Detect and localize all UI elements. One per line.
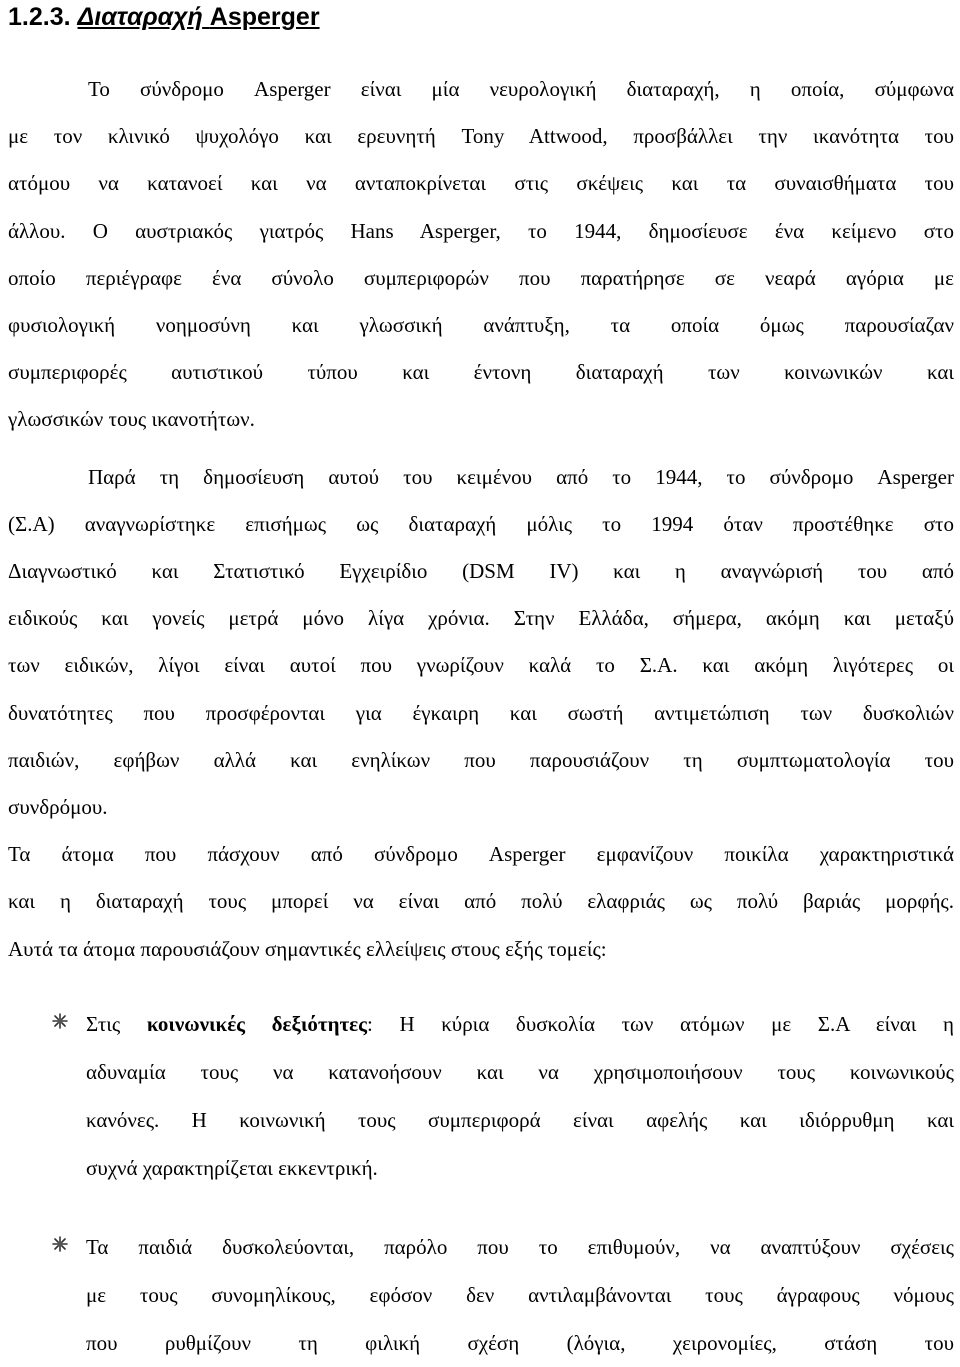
text-line: αδυναμία τους να κατανοήσουν και να χρησιμοποιήσουν τους κοινωνικούς <box>86 1059 954 1084</box>
list-item-rest: : Η κύρια δυσκολία των ατόμων με Σ.Α είναι η <box>367 1011 955 1036</box>
section-title-latin: Asperger <box>209 3 320 31</box>
text-line: Τα παιδιά δυσκολεύονται, παρόλο που το επιθυμούν, να αναπτύξουν σχέσεις <box>86 1234 954 1259</box>
text-line: δυνατότητες που προσφέρονται για έγκαιρη και σωστή αντιμετώπιση των δυσκολιών <box>8 700 954 725</box>
text-line: (Σ.Α) αναγνωρίστηκε επισήμως ως διαταραχή μόλις το 1994 όταν προστέθηκε στο <box>8 511 954 536</box>
document-page <box>8 0 954 1367</box>
text-line: κανόνες. Η κοινωνική τους συμπεριφορά είναι αφελής και ιδιόρρυθμη και <box>86 1107 954 1132</box>
text-line: Διαγνωστικό και Στατιστικό Εγχειρίδιο (DSM IV) και η αναγνώρισή του από <box>8 559 954 584</box>
section-heading <box>8 0 954 34</box>
list-item-text <box>86 1000 954 1192</box>
text-line: με τους συνομηλίκους, εφόσον δεν αντιλαμβάνονται τους άγραφους νόμους <box>86 1282 954 1307</box>
text-line: ειδικούς και γονείς μετρά μόνο λίγα χρόνια. Στην Ελλάδα, σήμερα, ακόμη και μεταξύ <box>8 606 954 631</box>
text-line: Τα άτομα που πάσχουν από σύνδρομο Asperger εμφανίζουν ποικίλα χαρακτηριστικά <box>8 842 954 867</box>
text-line: με τον κλινικό ψυχολόγο και ερευνητή Tony Attwood, προσβάλλει την ικανότητα του <box>8 124 954 149</box>
text-line: ατόμου να κατανοεί και να ανταποκρίνεται στις σκέψεις και τα συναισθήματα του <box>8 171 954 196</box>
text-line: Το σύνδρομο Asperger είναι μία νευρολογική διαταραχή, η οποία, σύμφωνα <box>88 77 954 101</box>
section-number: 1.2.3. <box>8 3 71 31</box>
text-line: συχνά χαρακτηρίζεται εκκεντρική. <box>86 1155 378 1180</box>
text-line: παιδιών, εφήβων αλλά και ενηλίκων που παρουσιάζουν τη συμπτωματολογία του <box>8 747 954 772</box>
text-line: οποίο περιέγραφε ένα σύνολο συμπεριφορών που παρατήρησε σε νεαρά αγόρια με <box>8 265 954 290</box>
text-line: που ρυθμίζουν τη φιλική σχέση (λόγια, χειρονομίες, στάση του <box>86 1330 954 1355</box>
section-title <box>78 3 320 31</box>
text-line <box>86 1000 954 1048</box>
list-item-peer-relationships <box>8 1223 954 1367</box>
text-line: των ειδικών, λίγοι είναι αυτοί που γνωρίζουν καλά το Σ.Α. και ακόμη λιγότερες οι <box>8 653 954 678</box>
section-title-greek: Διαταραχή <box>77 3 203 31</box>
list-item-social-skills <box>8 1000 954 1192</box>
paragraph-asperger-definition <box>8 66 954 444</box>
list-item-lead: Στις <box>86 1011 147 1036</box>
text-line: Αυτά τα άτομα παρουσιάζουν σημαντικές ελλείψεις στους εξής τομείς: <box>8 936 607 961</box>
paragraph-recognition-history <box>8 454 954 832</box>
text-line: φυσιολογική νοημοσύνη και γλωσσική ανάπτυξη, τα οποία όμως παρουσίαζαν <box>8 313 954 338</box>
text-line: γλωσσικών τους ικανοτήτων. <box>8 407 255 432</box>
text-line: Παρά τη δημοσίευση αυτού του κειμένου από το 1944, το σύνδρομο Asperger <box>88 464 954 489</box>
starburst-bullet-icon <box>52 1013 68 1029</box>
paragraph-characteristics <box>8 831 954 973</box>
text-line: συμπεριφορές αυτιστικού τύπου και έντονη διαταραχή των κοινωνικών και <box>8 360 954 385</box>
deficits-list <box>8 1000 954 1367</box>
social-skills-term: κοινωνικές δεξιότητες <box>146 1011 368 1036</box>
text-line: άλλου. Ο αυστριακός γιατρός Hans Asperger, το 1944, δημοσίευσε ένα κείμενο στο <box>8 218 954 243</box>
text-line: συνδρόμου. <box>8 795 108 820</box>
text-line: και η διαταραχή τους μπορεί να είναι από πολύ ελαφριάς ως πολύ βαριάς μορφής. <box>8 889 954 914</box>
starburst-bullet-icon <box>52 1236 68 1252</box>
list-item-text <box>86 1223 954 1367</box>
